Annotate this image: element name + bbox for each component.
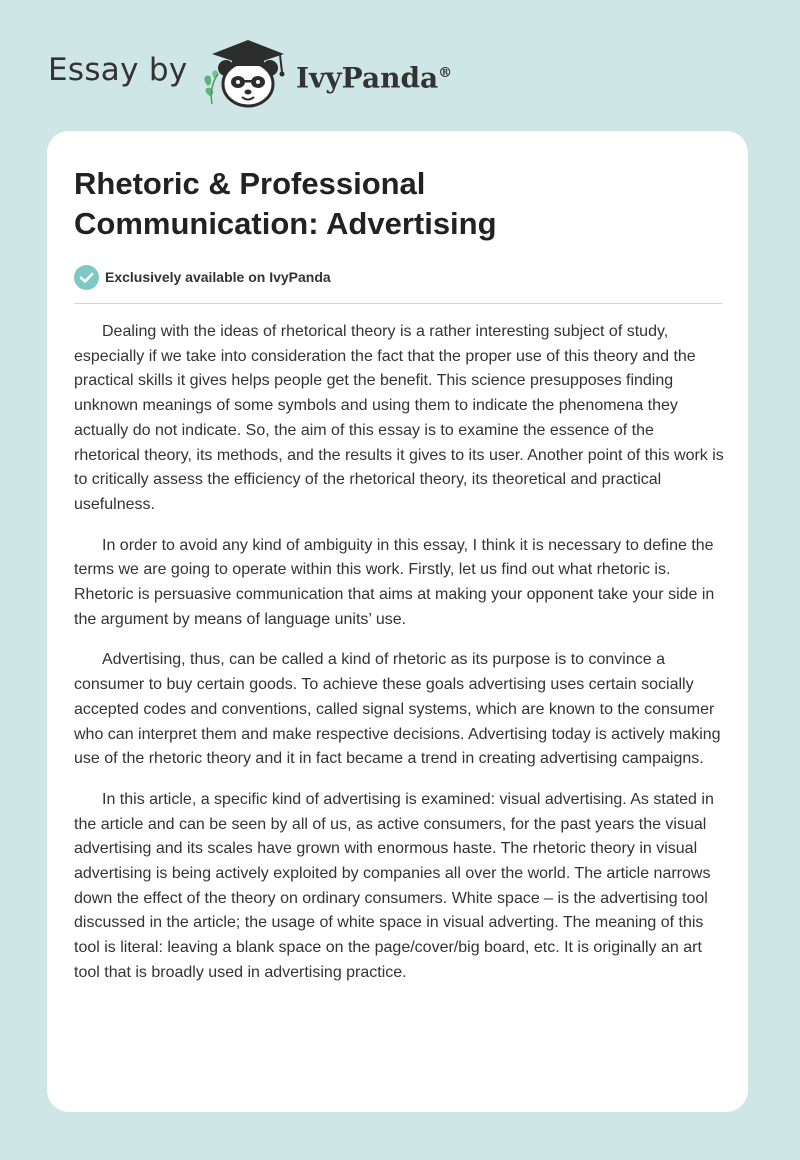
paragraph: Dealing with the ideas of rhetorical theory is a rather interesting subject of study, especially if we take into consideration the fact that the proper use of this theory and the practical skills it gives helps people get the benefit. This science presupposes finding unknown meanings of some symbols and using them to indicate the phenomena they actually do not indicate. So, the aim of this essay is to examine the essence of the rhetorical theory, its methods, and the results it gives to its user. Another point of this work is to critically assess the efficiency of the rhetorical theory, its theoretical and practical usefulness. (74, 323, 724, 513)
paragraph: In this article, a specific kind of advertising is examined: visual advertising. As stated in the article and can be seen by all of us, as active consumers, for the past years the visual advertising and its scales have grown with enormous haste. The rhetoric theory in visual advertising is being actively exploited by companies all over the world. The article narrows down the effect of the theory on ordinary consumers. White space – is the advertising tool discussed in the article; the usage of white space in visual adverting. The meaning of this tool is literal: leaving a blank space on the page/cover/big board, etc. It is originally an art tool that is broadly used in advertising practice. (74, 790, 714, 981)
registered-mark: ® (438, 65, 453, 81)
exclusive-label: Exclusively available on IvyPanda (105, 269, 331, 285)
essay-by-label: Essay by (48, 52, 188, 88)
site-header (0, 0, 800, 130)
brand-name[interactable] (296, 53, 452, 98)
exclusive-badge (74, 264, 331, 290)
panda-graduate-icon[interactable] (200, 34, 292, 110)
check-circle-icon (74, 265, 99, 290)
title-divider (74, 303, 722, 304)
paragraph: In order to avoid any kind of ambiguity in this essay, I think it is necessary to define the terms we are going to operate within this work. Firstly, let us find out what rhetoric is. Rhetoric is persuasive communication that aims at making your opponent take your side in the argument by means of language units’ use. (74, 536, 715, 628)
brand-name-text: IvyPanda (296, 61, 439, 95)
essay-body (74, 320, 724, 1002)
essay-card (47, 131, 748, 1112)
paragraph: Advertising, thus, can be called a kind of rhetoric as its purpose is to convince a consumer to buy certain goods. To achieve these goals advertising uses certain socially accepted codes and conventions, called signal systems, which are known to the consumer who can interpret them and make respective decisions. Advertising today is actively making use of the rhetoric theory and it in fact became a trend in creating advertising campaigns. (74, 651, 721, 768)
essay-title: Rhetoric & Professional Communication: Advertising (74, 166, 497, 241)
